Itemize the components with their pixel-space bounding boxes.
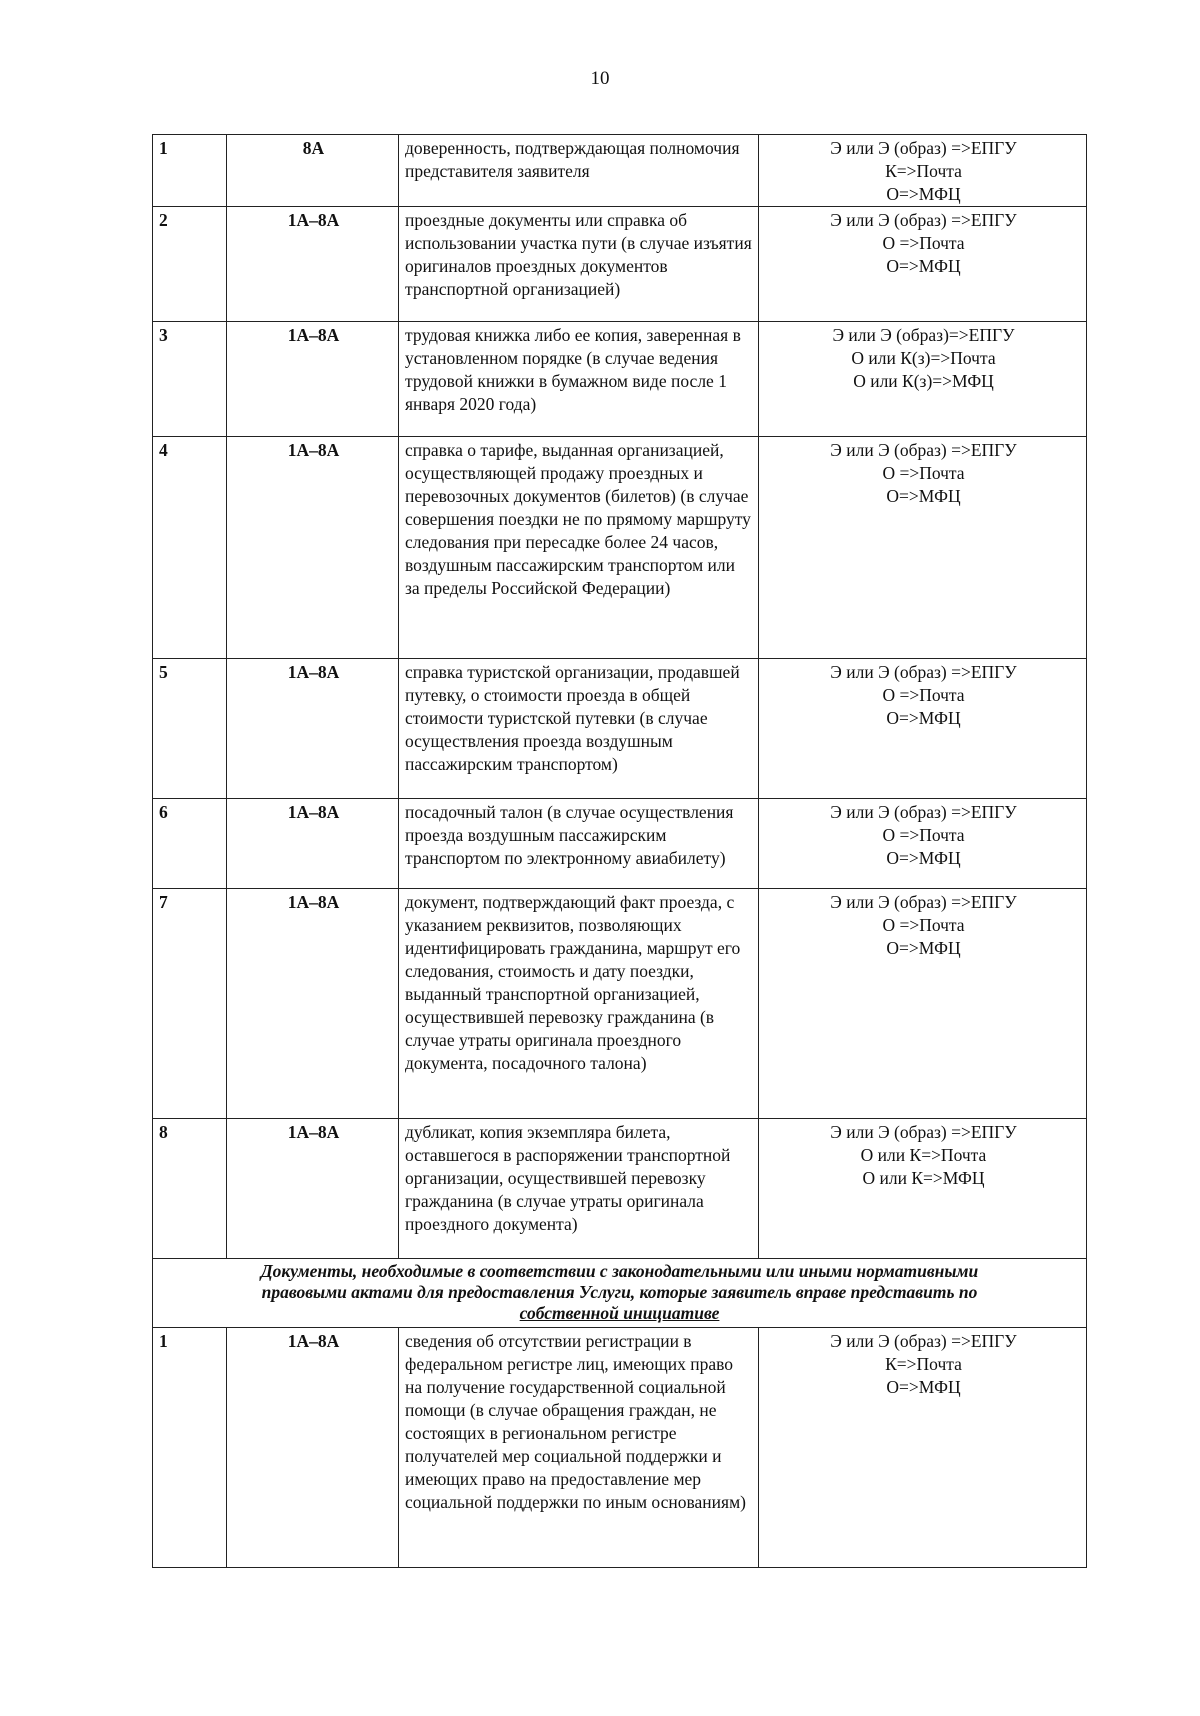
submission-way-line: О=>МФЦ [886,848,961,868]
row-document-description: справка о тарифе, выданная организацией, осуществляющей продажу проездных и перевозочных документов (билетов) (в случае совершения поездки не по прямому маршруту следования при пересадке более 24 часов, воздушным пассажирским транспортом или за пределы Российской Федерации) [399,437,759,659]
documents-table [152,134,1087,1568]
row-category-code: 1А–8А [227,889,399,1119]
row-document-description: документ, подтверждающий факт проезда, с указанием реквизитов, позволяющих идентифицировать гражданина, маршрут его следования, стоимость и дату поездки, выданный транспортной организацией, осуществившей перевозку гражданина (в случае утраты оригинала проездного документа, посадочного талона) [399,889,759,1119]
submission-way-line: О =>Почта [882,463,965,483]
row-number: 1 [153,1328,227,1568]
row-document-description: сведения об отсутствии регистрации в федеральном регистре лиц, имеющих право на получение государственной социальной помощи (в случае обращения граждан, не состоящих в региональном регистре получателей мер социальной поддержки и имеющих право на предоставление мер социальной поддержки по иным основаниям) [399,1328,759,1568]
submission-way-line: О=>МФЦ [886,184,961,204]
table-row [153,135,1087,207]
submission-way-line: О =>Почта [882,233,965,253]
table-row [153,1328,1087,1568]
row-submission-ways [759,659,1087,799]
submission-way-line: Э или Э (образ) =>ЕПГУ [830,440,1017,460]
submission-way-line: Э или Э (образ) =>ЕПГУ [830,662,1017,682]
row-category-code: 1А–8А [227,437,399,659]
submission-way-line: О или К=>Почта [860,1145,987,1165]
table-row [153,437,1087,659]
row-category-code: 1А–8А [227,207,399,322]
submission-way-line: О =>Почта [882,685,965,705]
submission-way-line: Э или Э (образ) =>ЕПГУ [830,1122,1017,1142]
row-category-code: 1А–8А [227,799,399,889]
row-number: 7 [153,889,227,1119]
row-category-code: 1А–8А [227,1328,399,1568]
submission-way-line: О=>МФЦ [886,938,961,958]
row-submission-ways [759,207,1087,322]
submission-way-line: О=>МФЦ [886,1377,961,1397]
row-category-code: 1А–8А [227,322,399,437]
optional-rows-group [153,1328,1087,1568]
row-document-description: доверенность, подтверждающая полномочия представителя заявителя [399,135,759,207]
table-row [153,799,1087,889]
submission-way-line: О или К=>МФЦ [862,1168,985,1188]
table-row [153,322,1087,437]
row-document-description: справка туристской организации, продавшей путевку, о стоимости проезда в общей стоимости туристской путевки (в случае осуществления проезда воздушным пассажирским транспортом) [399,659,759,799]
row-document-description: трудовая книжка либо ее копия, заверенная в установленном порядке (в случае ведения трудовой книжки в бумажном виде после 1 января 2020 года) [399,322,759,437]
submission-way-line: Э или Э (образ) =>ЕПГУ [830,802,1017,822]
row-number: 1 [153,135,227,207]
submission-way-line: Э или Э (образ) =>ЕПГУ [830,1331,1017,1351]
submission-way-line: Э или Э (образ) =>ЕПГУ [830,892,1017,912]
row-number: 8 [153,1119,227,1259]
row-number: 5 [153,659,227,799]
row-document-description: проездные документы или справка об использовании участка пути (в случае изъятия оригиналов проездных документов транспортной организацией) [399,207,759,322]
page-number: 10 [590,68,610,89]
row-category-code: 8А [227,135,399,207]
section-header-group [153,1259,1087,1328]
table-row [153,207,1087,322]
submission-way-line: О=>МФЦ [886,486,961,506]
row-submission-ways [759,1328,1087,1568]
submission-way-line: О =>Почта [882,915,965,935]
row-document-description: посадочный талон (в случае осуществления проезда воздушным пассажирским транспортом по электронному авиабилету) [399,799,759,889]
row-submission-ways [759,322,1087,437]
row-document-description: дубликат, копия экземпляра билета, оставшегося в распоряжении транспортной организации, осуществившей перевозку гражданина (в случае утраты оригинала проездного документа) [399,1119,759,1259]
table-row [153,659,1087,799]
row-submission-ways [759,1119,1087,1259]
section-header-row [153,1259,1087,1328]
submission-way-line: О=>МФЦ [886,256,961,276]
row-submission-ways [759,437,1087,659]
submission-way-line: К=>Почта [885,161,962,181]
row-submission-ways [759,135,1087,207]
row-submission-ways [759,799,1087,889]
submission-way-line: К=>Почта [885,1354,962,1374]
row-number: 2 [153,207,227,322]
table-row [153,889,1087,1119]
submission-way-line: Э или Э (образ) =>ЕПГУ [830,138,1017,158]
submission-way-line: Э или Э (образ)=>ЕПГУ [832,325,1015,345]
row-submission-ways [759,889,1087,1119]
submission-way-line: О =>Почта [882,825,965,845]
submission-way-line: О=>МФЦ [886,708,961,728]
section-header-line: собственной инициативе [519,1303,720,1323]
section-header-cell [153,1259,1087,1328]
row-category-code: 1А–8А [227,659,399,799]
submission-way-line: Э или Э (образ) =>ЕПГУ [830,210,1017,230]
row-number: 4 [153,437,227,659]
submission-way-line: О или К(з)=>Почта [851,348,996,368]
row-number: 3 [153,322,227,437]
table-row [153,1119,1087,1259]
main-rows-group [153,135,1087,1259]
row-category-code: 1А–8А [227,1119,399,1259]
section-header-line: правовыми актами для предоставления Услуги, которые заявитель вправе представить по [261,1282,978,1302]
row-number: 6 [153,799,227,889]
section-header-line: Документы, необходимые в соответствии с законодательными или иными нормативными [260,1261,979,1281]
submission-way-line: О или К(з)=>МФЦ [853,371,994,391]
